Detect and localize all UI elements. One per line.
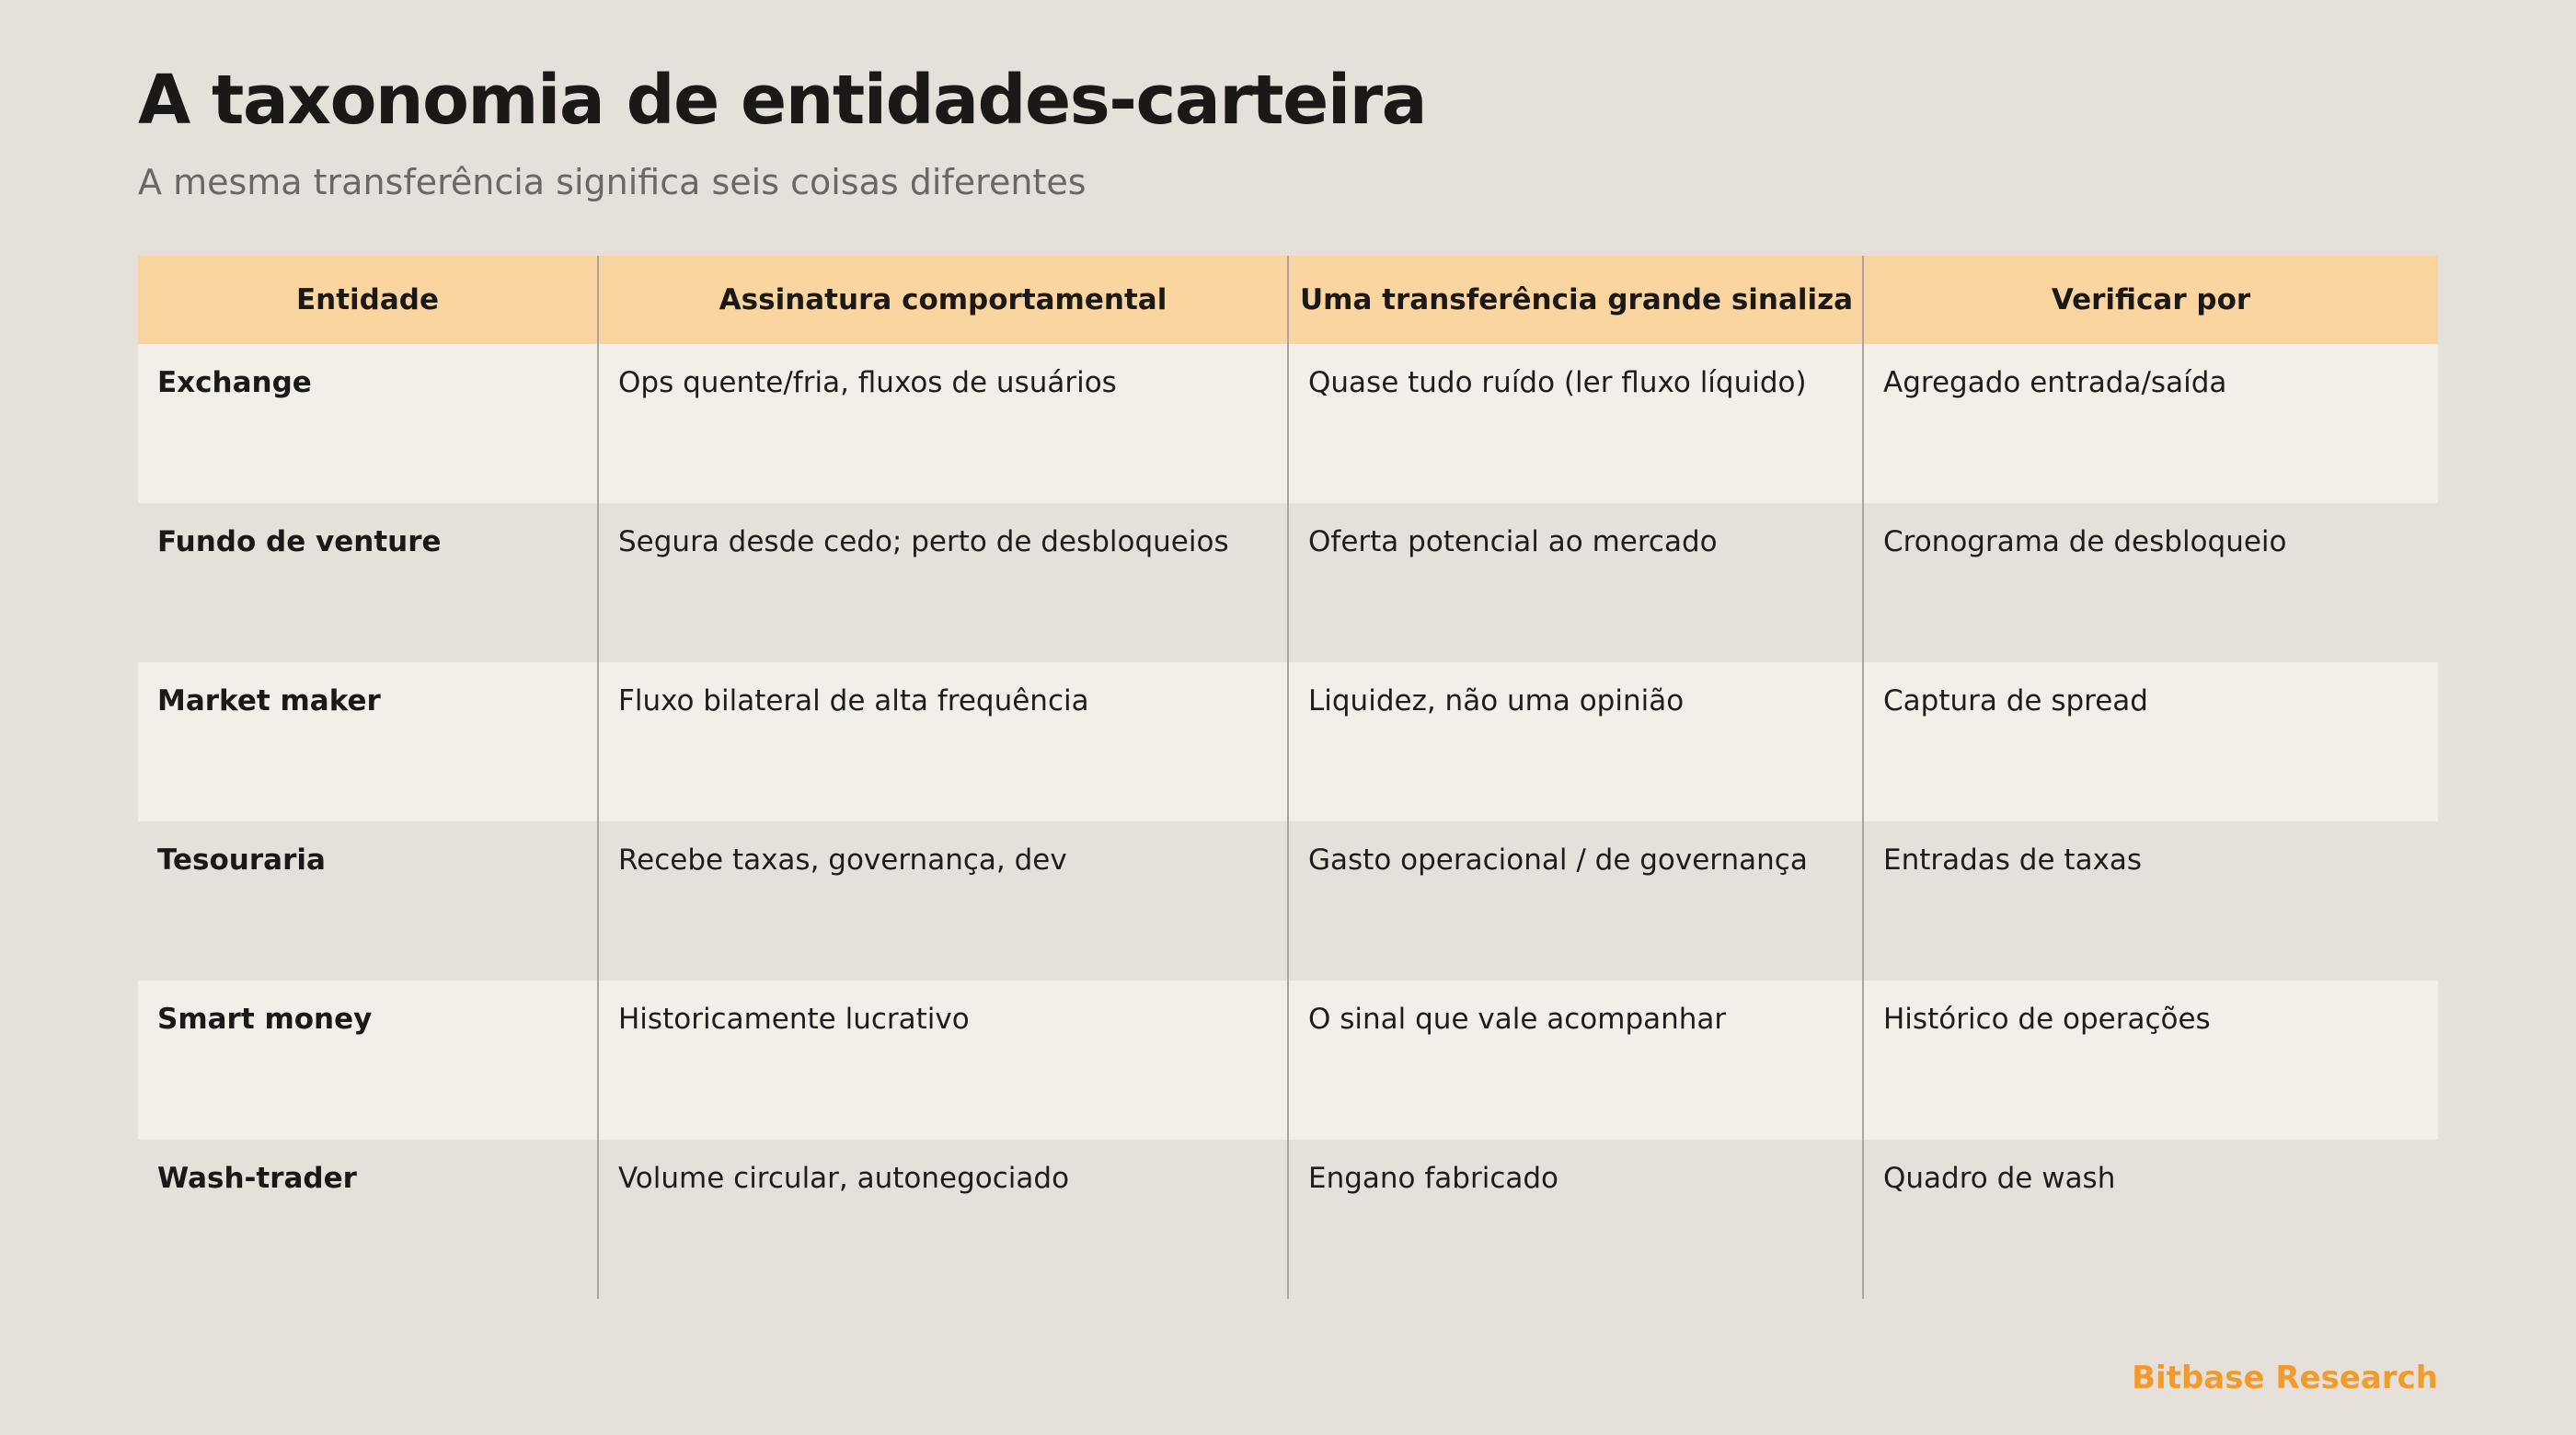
cell-entity: Smart money (157, 1003, 373, 1036)
cell-large-transfer-signal: Liquidez, não uma opinião (1288, 662, 1863, 821)
table-row (138, 1140, 2438, 1299)
cell-behavioral-signature: Historicamente lucrativo (598, 981, 1288, 1140)
header-large-transfer-signal: Uma transferência grande sinaliza (1288, 256, 1863, 344)
table-row (138, 981, 2438, 1140)
cell-behavioral-signature: Fluxo bilateral de alta frequência (598, 662, 1288, 821)
cell-large-transfer-signal: Oferta potencial ao mercado (1288, 503, 1863, 662)
table-row (138, 662, 2438, 821)
table-header (138, 256, 2438, 344)
cell-large-transfer-signal: Gasto operacional / de governança (1288, 821, 1863, 981)
cell-behavioral-signature: Volume circular, autonegociado (598, 1140, 1288, 1299)
page-subtitle: A mesma transferência significa seis coisas diferentes (138, 162, 1087, 202)
cell-verify-by: Captura de spread (1863, 662, 2438, 821)
cell-entity: Fundo de venture (157, 525, 442, 558)
cell-verify-by: Cronograma de desbloqueio (1863, 503, 2438, 662)
cell-entity: Tesouraria (157, 844, 326, 877)
table-body (138, 344, 2438, 1299)
cell-large-transfer-signal: O sinal que vale acompanhar (1288, 981, 1863, 1140)
header-behavioral-signature: Assinatura comportamental (598, 256, 1288, 344)
cell-large-transfer-signal: Quase tudo ruído (ler fluxo líquido) (1288, 344, 1863, 503)
table-row (138, 503, 2438, 662)
header-entity: Entidade (295, 283, 439, 316)
cell-behavioral-signature: Ops quente/fria, fluxos de usuários (598, 344, 1288, 503)
cell-entity: Market maker (157, 684, 381, 718)
page-title: A taxonomia de entidades-carteira (138, 61, 1427, 140)
header-row (138, 256, 2438, 344)
table-row (138, 821, 2438, 981)
brand-footer: Bitbase Research (2132, 1360, 2438, 1396)
cell-large-transfer-signal: Engano fabricado (1288, 1140, 1863, 1299)
cell-entity: Exchange (157, 366, 312, 399)
cell-behavioral-signature: Segura desde cedo; perto de desbloqueios (598, 503, 1288, 662)
header-verify-by: Verificar por (1863, 256, 2438, 344)
table-row (138, 344, 2438, 503)
cell-verify-by: Agregado entrada/saída (1863, 344, 2438, 503)
cell-verify-by: Entradas de taxas (1863, 821, 2438, 981)
cell-behavioral-signature: Recebe taxas, governança, dev (598, 821, 1288, 981)
entity-taxonomy-table (138, 256, 2438, 1299)
cell-verify-by: Quadro de wash (1863, 1140, 2438, 1299)
cell-entity: Wash-trader (157, 1162, 357, 1195)
cell-verify-by: Histórico de operações (1863, 981, 2438, 1140)
